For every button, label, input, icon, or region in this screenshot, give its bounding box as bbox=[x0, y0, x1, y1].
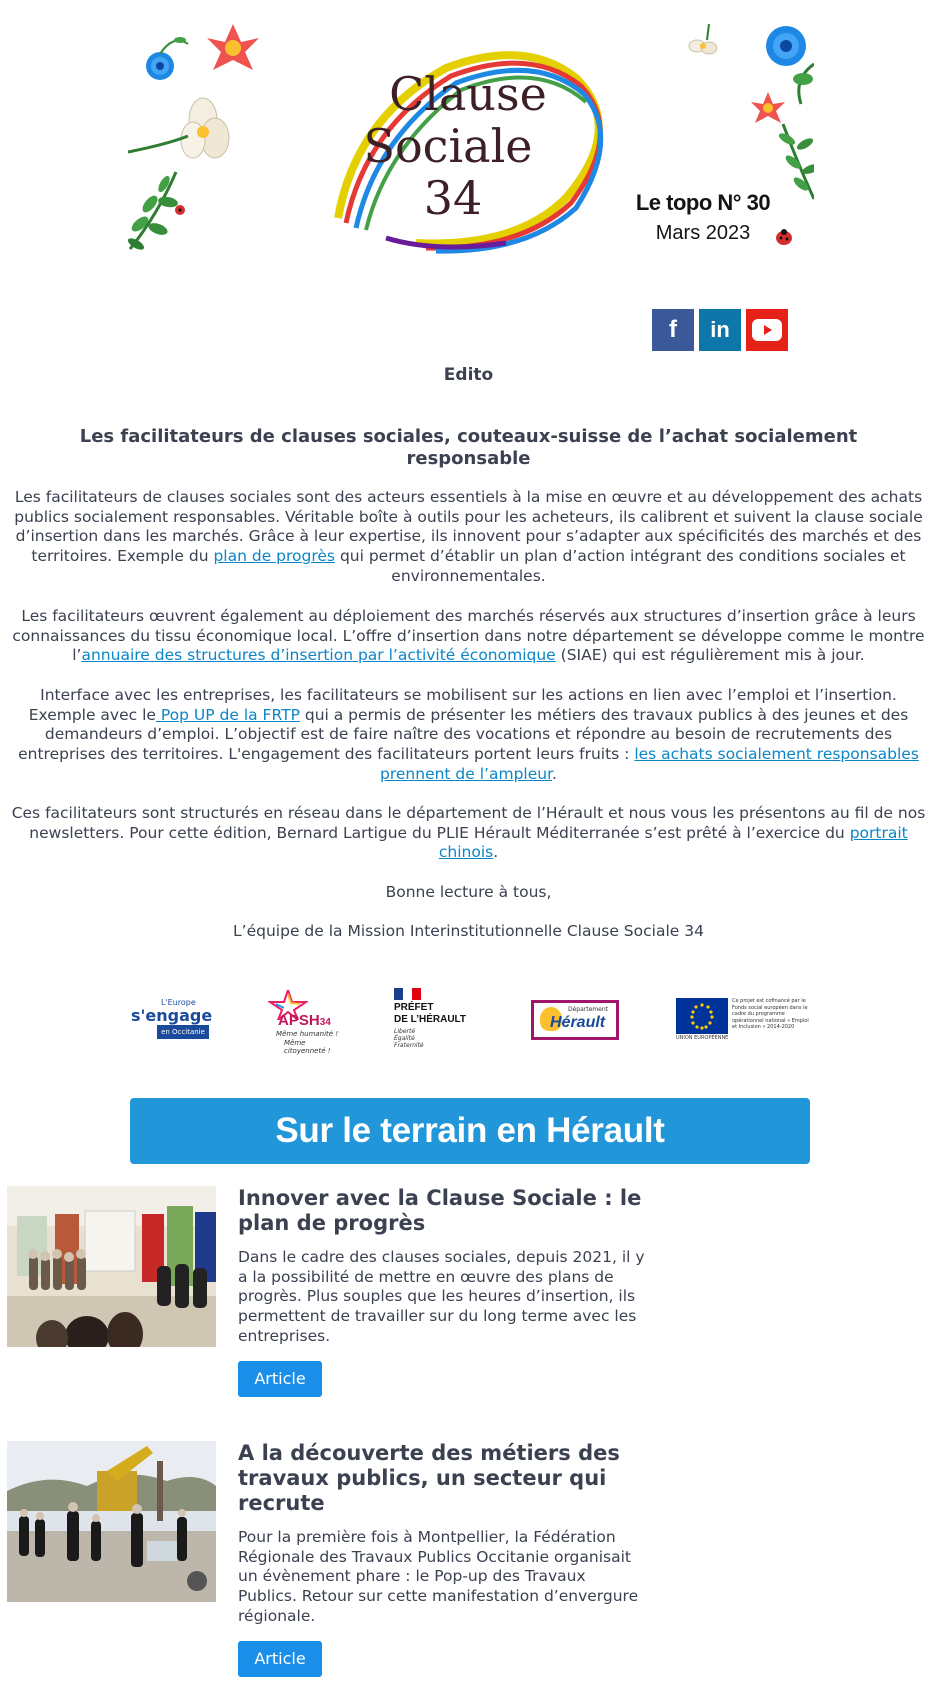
text: . bbox=[552, 764, 557, 783]
issue-number: Le topo N° 30 bbox=[635, 190, 771, 215]
prefet-motto-3: Fraternité bbox=[394, 1042, 424, 1049]
social-links bbox=[652, 309, 788, 351]
union-europeenne-logo bbox=[676, 985, 810, 1055]
youtube-icon bbox=[752, 319, 782, 341]
article-summary: Dans le cadre des clauses sociales, depuis 2021, il y a la possibilité de mettre en œuvre des plans de progrès. Plus souples que les heures d’insertion, ils permettent de travailler sur du long terme avec les entreprises. bbox=[238, 1248, 645, 1345]
apsh-tagline-2: Même citoyenneté ! bbox=[284, 1039, 331, 1055]
text: Ces facilitateurs sont structurés en réseau dans le département de l’Hérault et nous vous les présentons au fil de nos newsletters. Pour cette édition, Bernard Lartigue du PLIE Hérault Méditerranée s’est prêté à l’exercice du bbox=[11, 804, 926, 842]
article-title[interactable]: A la découverte des métiers des travaux publics, un secteur qui recrute bbox=[238, 1441, 620, 1515]
text: Les facilitateurs œuvrent également au déploiement des marchés réservés aux structures d’insertion grâce à leurs connaissances du tissu économique local. L’offre d’insertion dans notre département se développe comme le montre l’ bbox=[12, 607, 925, 665]
plan-de-progres-link[interactable]: plan de progrès bbox=[213, 547, 336, 566]
europe-line-1: L'Europe bbox=[161, 998, 196, 1007]
text: qui permet d’établir un plan d’action intégrant des conditions sociales et environnementales. bbox=[335, 547, 906, 585]
article-summary: Pour la première fois à Montpellier, la Fédération Régionale des Travaux Publics Occitanie organisait un évènement phare : le Pop-up des Travaux Publics. Retour sur cette manifestation d’envergure régionale. bbox=[238, 1528, 639, 1625]
facebook-icon: f bbox=[669, 316, 677, 343]
article-title[interactable]: Innover avec la Clause Sociale : le plan de progrès bbox=[238, 1186, 642, 1235]
europe-occitanie-logo bbox=[130, 985, 213, 1055]
edito-paragraph-4 bbox=[8, 804, 929, 863]
logo-line-2: Sociale bbox=[363, 119, 533, 173]
logo-line-1: Clause bbox=[389, 67, 547, 121]
apsh-text: APSH bbox=[278, 1012, 320, 1029]
article-body bbox=[238, 1441, 648, 1677]
apsh-tagline-1: Même humanité ! bbox=[276, 1030, 339, 1038]
partner-logos bbox=[130, 985, 810, 1055]
linkedin-link[interactable] bbox=[699, 309, 741, 351]
ue-label: UNION EUROPÉENNE bbox=[676, 1035, 729, 1041]
flowers-left-decoration bbox=[128, 24, 288, 264]
ue-text: Ce projet est cofinancé par le Fonds social européen dans le cadre du programme opérationnel national « Emploi et Inclusion » 2014-2020 bbox=[732, 998, 809, 1030]
prefet-line-2: DE L’HÉRAULT bbox=[394, 1014, 467, 1025]
prefet-line-1: PRÉFET bbox=[394, 1002, 434, 1013]
europe-line-3: en Occitanie bbox=[157, 1025, 209, 1039]
herault-text: Hérault bbox=[550, 1014, 606, 1031]
portrait-chinois-link[interactable]: portrait chinois bbox=[438, 823, 908, 862]
eu-flag-icon bbox=[676, 998, 728, 1034]
signature: L’équipe de la Mission Interinstitutionnelle Clause Sociale 34 bbox=[233, 922, 704, 940]
annuaire-siae-link[interactable]: annuaire des structures d’insertion par l’activité économique bbox=[81, 646, 556, 665]
prefet-motto-2: Égalité bbox=[394, 1035, 415, 1042]
europe-line-2: s'engage bbox=[131, 1006, 213, 1025]
edito-title: Les facilitateurs de clauses sociales, couteaux-suisse de l’achat socialement responsable bbox=[79, 426, 858, 469]
section-banner: Sur le terrain en Hérault bbox=[130, 1098, 810, 1164]
text: Les facilitateurs de clauses sociales sont des acteurs essentiels à la mise en œuvre et au développement des achats publics socialement responsables. Véritable boîte à outils pour les acheteurs, ils calibrent et suivent la clause sociale d’insertion dans les marchés. Grâce à leur expertise, ils innovent pour s’adapter aux spécificités des marchés et des territoires. Exemple du bbox=[14, 488, 923, 566]
prefet-motto-1: Liberté bbox=[394, 1028, 416, 1035]
departement-herault-logo bbox=[530, 985, 620, 1055]
apsh34-logo bbox=[258, 985, 344, 1055]
issue-info bbox=[628, 190, 778, 245]
logo-line-3: 34 bbox=[423, 171, 483, 225]
facebook-link[interactable] bbox=[652, 309, 694, 351]
text: (SIAE) qui est régulièrement mis à jour. bbox=[555, 646, 865, 665]
newsletter-header bbox=[128, 24, 814, 274]
achats-responsables-link[interactable]: les achats socialement responsables prennent de l’ampleur bbox=[380, 745, 919, 783]
logo-wordmark bbox=[328, 68, 558, 224]
edito-paragraph-2 bbox=[8, 607, 929, 666]
flowers-right-decoration bbox=[683, 24, 814, 204]
article-image-classroom[interactable] bbox=[7, 1186, 216, 1347]
text: Interface avec les entreprises, les facilitateurs se mobilisent sur les actions en lien avec l’emploi et l’insertion. Exemple avec le bbox=[28, 686, 897, 724]
apsh-number: 34 bbox=[319, 1017, 331, 1028]
issue-date: Mars 2023 bbox=[655, 222, 751, 244]
greeting: Bonne lecture à tous, bbox=[385, 883, 552, 901]
edito-heading: Edito bbox=[443, 365, 494, 385]
article-body bbox=[238, 1186, 648, 1397]
youtube-link[interactable] bbox=[746, 309, 788, 351]
edito-paragraph-1 bbox=[8, 488, 929, 587]
linkedin-icon: in bbox=[710, 317, 730, 342]
herault-small-text: Département bbox=[568, 1006, 608, 1013]
article-button[interactable]: Article bbox=[238, 1641, 322, 1677]
edito-paragraph-3 bbox=[8, 686, 929, 785]
article-button[interactable]: Article bbox=[238, 1361, 322, 1397]
text: . bbox=[493, 843, 499, 862]
text: qui a permis de présenter les métiers des travaux publics à des jeunes et des demandeurs d’emploi. L’objectif est de faire naître des vocations et répondre au besoin de recrutements des entreprises des territoires. L'engagement des facilitateurs portent leurs fruits : bbox=[18, 705, 909, 764]
ladybug-icon bbox=[774, 228, 794, 246]
prefet-herault-logo bbox=[394, 985, 474, 1055]
pop-up-frtp-link[interactable]: Pop UP de la FRTP bbox=[155, 705, 300, 724]
article-image-construction[interactable] bbox=[7, 1441, 216, 1602]
